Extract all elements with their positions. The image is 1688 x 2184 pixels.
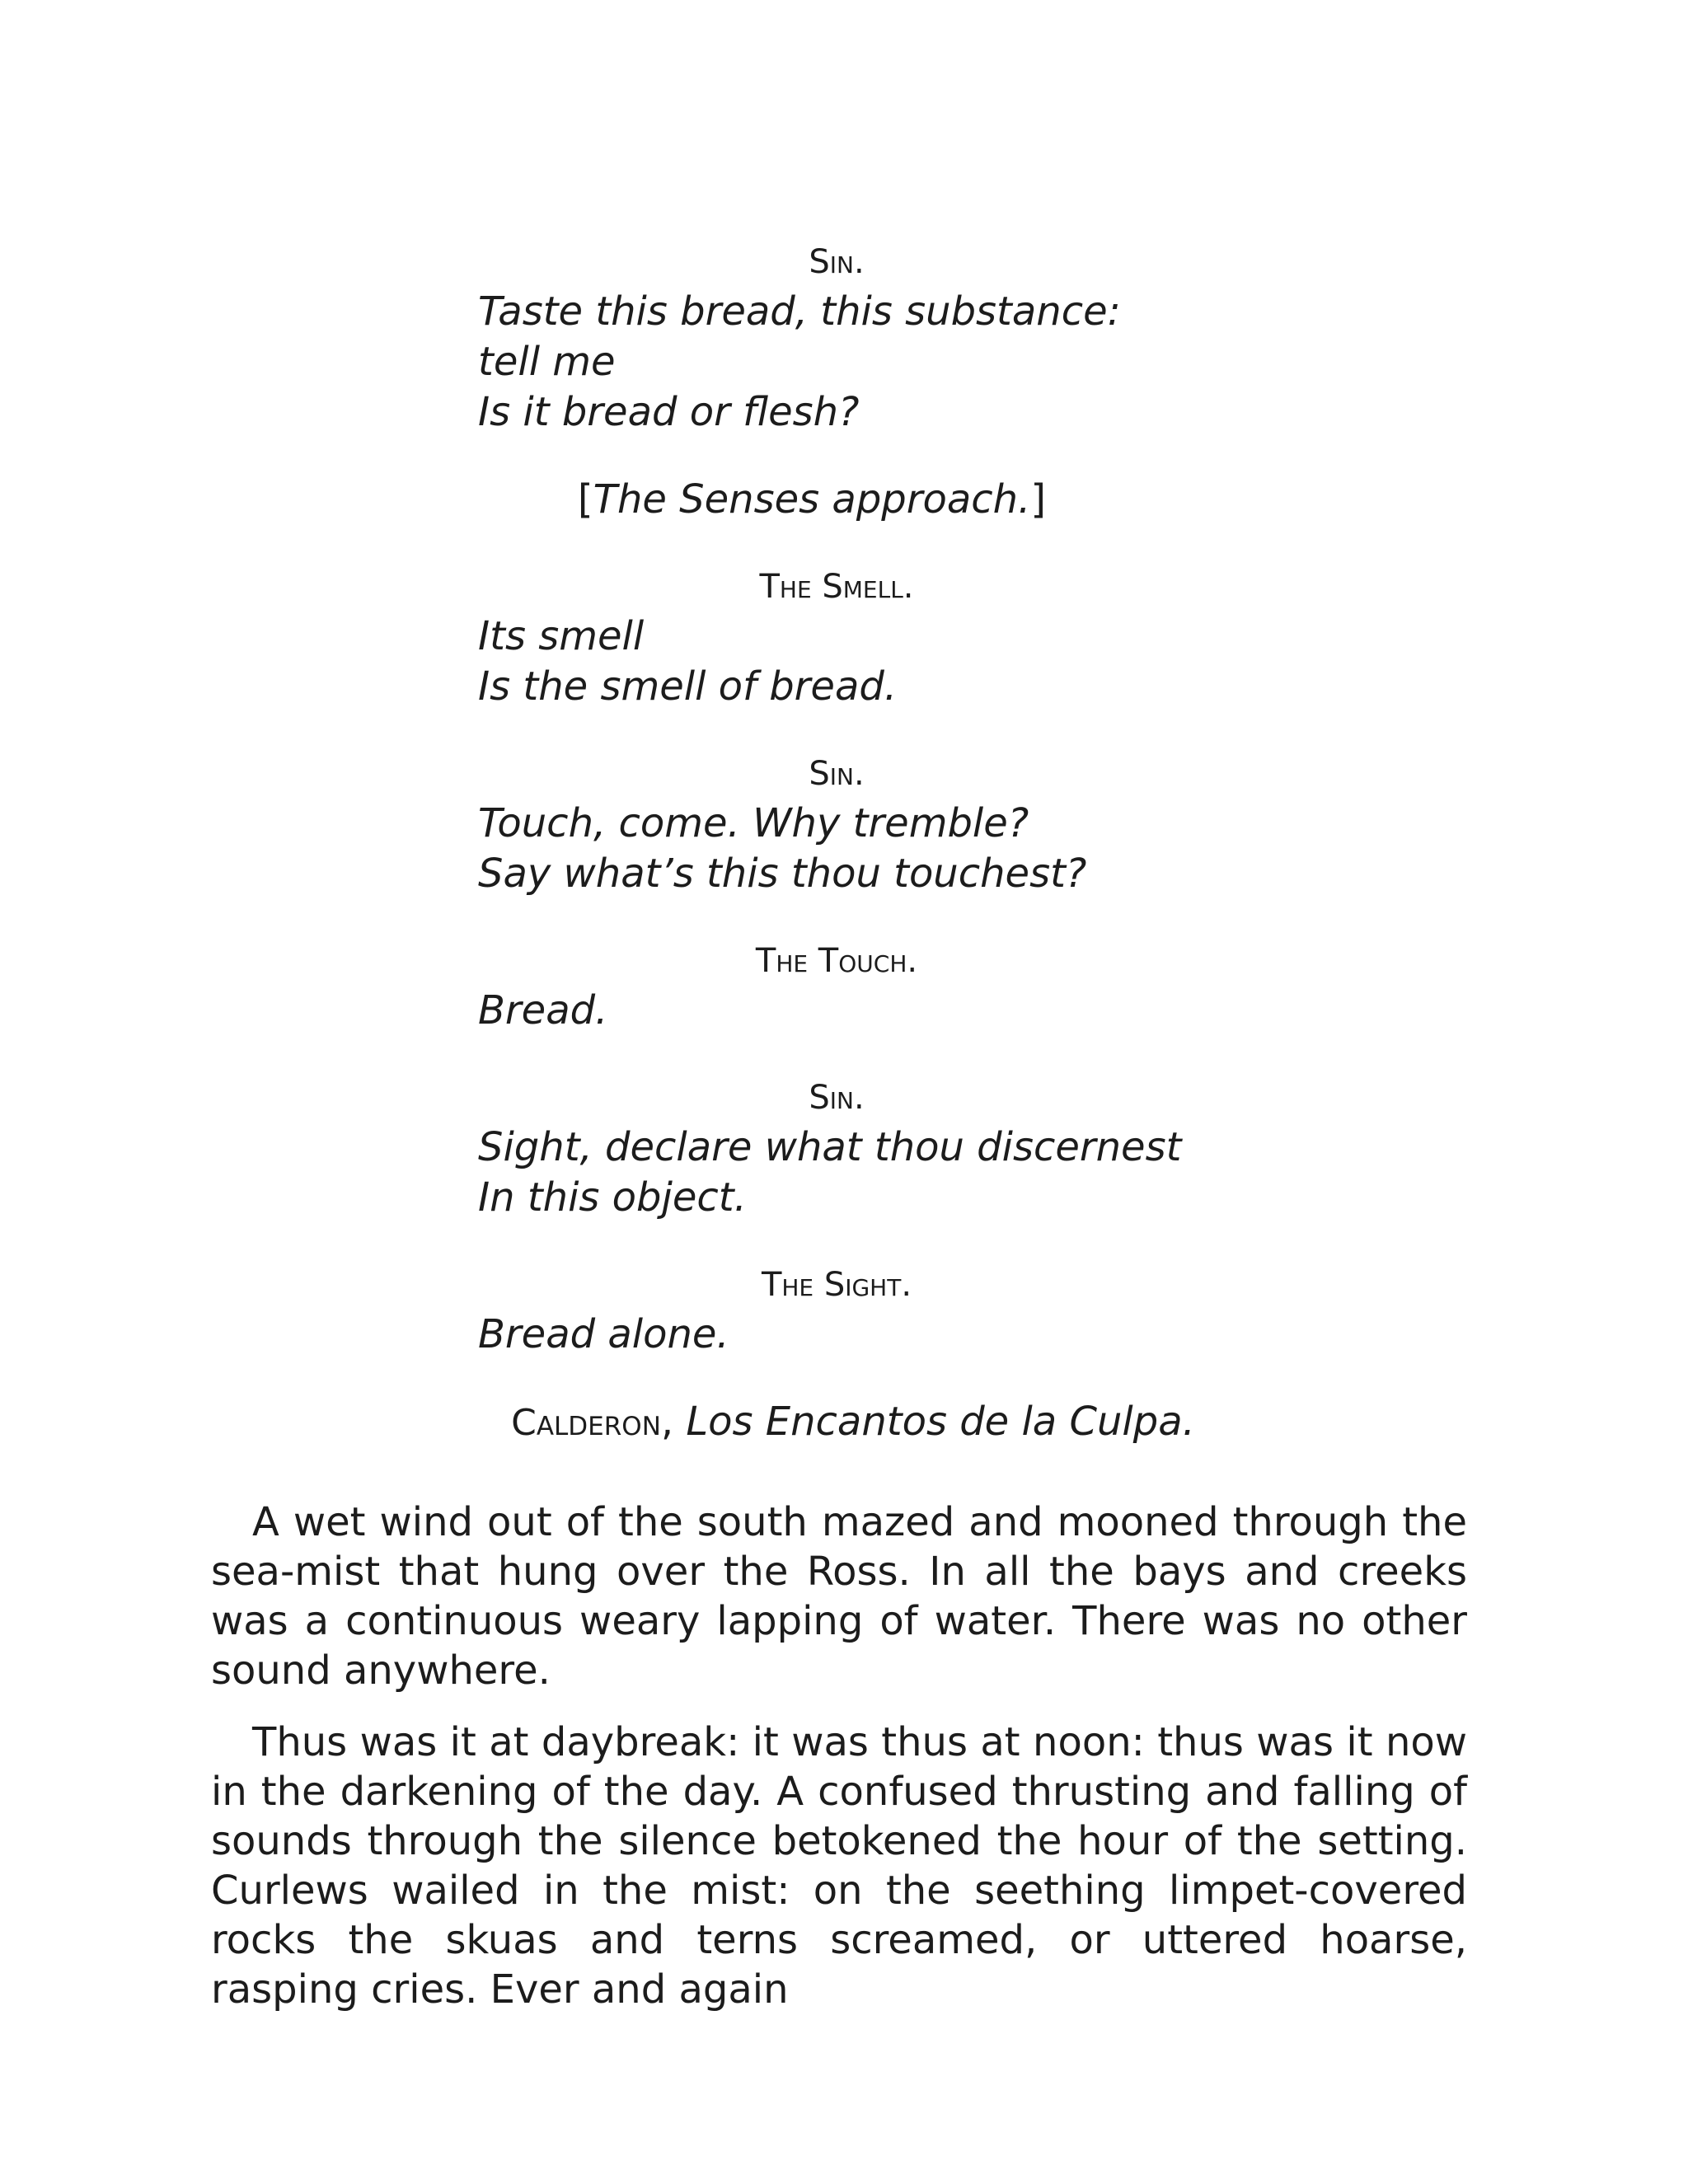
dialogue-block xyxy=(478,1073,1195,1223)
verse-line: Taste this bread, this substance: tell me xyxy=(478,288,1121,385)
dialogue-block xyxy=(478,749,1195,899)
body-text xyxy=(211,1497,1467,2036)
verse-line: Sight, declare what thou discernest xyxy=(478,1124,1182,1170)
verse-line: Say what’s this thou touchest? xyxy=(478,851,1087,897)
dialogue-block xyxy=(478,936,1195,1036)
attribution-author: Calderon xyxy=(511,1402,661,1444)
attribution-work: Los Encantos de la Culpa. xyxy=(686,1399,1195,1445)
verse-line: Bread. xyxy=(478,987,608,1033)
dialogue-block xyxy=(478,562,1195,712)
attribution-separator: , xyxy=(660,1399,687,1445)
verse-line: In this object. xyxy=(478,1174,747,1221)
speaker-name: Sin. xyxy=(809,1079,865,1117)
speaker-name: The Touch. xyxy=(755,942,918,980)
verse-line: Is it bread or flesh? xyxy=(478,389,860,435)
epigraph-attribution xyxy=(478,1397,1195,1448)
speaker-name: Sin. xyxy=(809,755,865,793)
stage-bracket-open: [ xyxy=(577,476,593,523)
verse-line: Is the smell of bread. xyxy=(478,663,898,710)
verse-line: Its smell xyxy=(478,613,645,659)
verse-line: Touch, come. Why tremble? xyxy=(478,800,1029,846)
stage-direction-text: The Senses approach. xyxy=(593,476,1031,523)
paragraph: Thus was it at daybreak: it was thus at noon: thus was it now in the darkening of the day. A confused thrusting and falling of sounds through the silence betokened the hour of the setting. Curlews wailed in the mist: on the seething limpet-covered rocks the skuas and terns screamed, or uttered hoarse, rasping cries. Ever and again xyxy=(211,1719,1467,2013)
stage-direction xyxy=(478,475,1195,525)
verse-line: Bread alone. xyxy=(478,1311,729,1357)
epigraph xyxy=(478,237,1195,1448)
speaker-name: The Smell. xyxy=(759,568,914,606)
stage-bracket-close: ] xyxy=(1030,476,1047,523)
paragraph: A wet wind out of the south mazed and mooned through the sea-mist that hung over the Ross. In all the bays and creeks was a continuous weary lapping of water. There was no other sound anywhere. xyxy=(211,1499,1467,1694)
dialogue-block xyxy=(478,237,1195,438)
speaker-name: Sin. xyxy=(809,243,865,281)
speaker-name: The Sight. xyxy=(761,1266,912,1304)
dialogue-block xyxy=(478,1260,1195,1360)
